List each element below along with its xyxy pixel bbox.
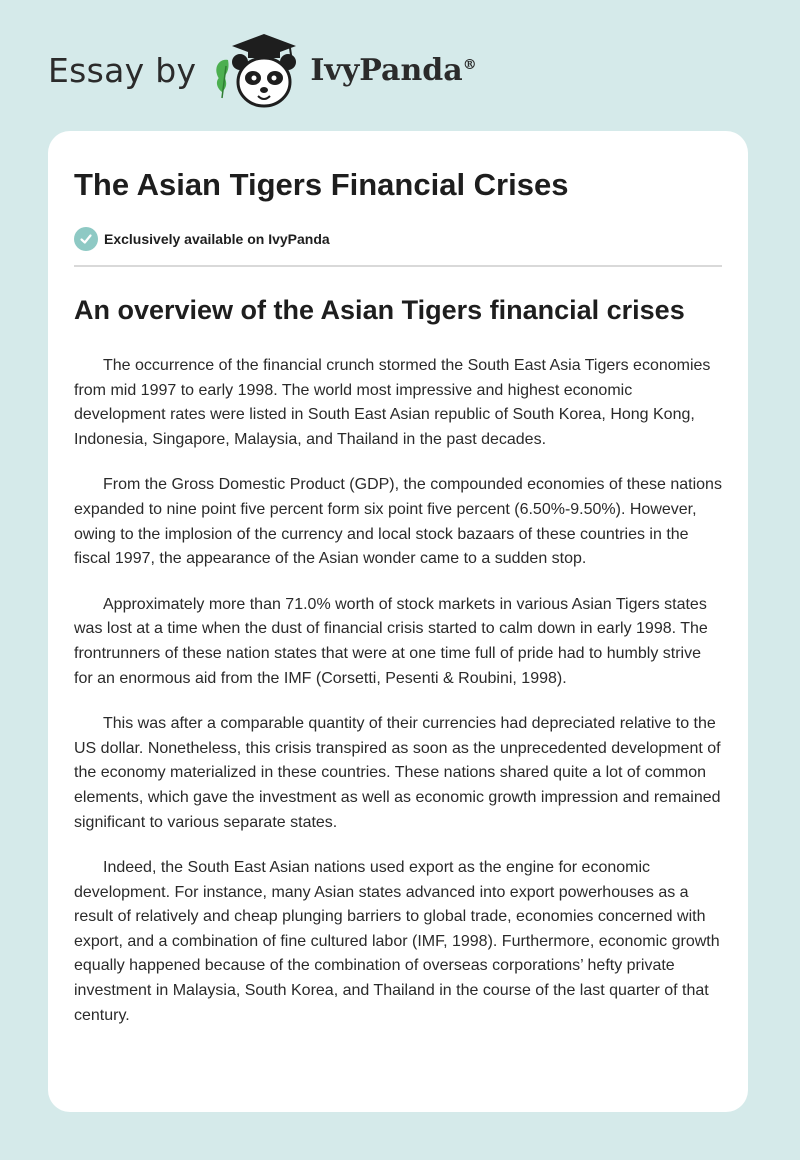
check-circle-icon — [74, 227, 98, 251]
badge-label: Exclusively available on IvyPanda — [104, 231, 330, 247]
brand-name-text: IvyPanda — [310, 52, 463, 88]
essay-card — [48, 131, 748, 1112]
site-logo[interactable] — [48, 30, 477, 110]
logo-prefix: Essay by — [48, 50, 197, 90]
exclusive-badge — [74, 227, 722, 251]
section-heading: An overview of the Asian Tigers financial crises — [74, 295, 685, 325]
panda-graduate-logo-icon — [208, 30, 306, 110]
paragraph: Approximately more than 71.0% worth of stock markets in various Asian Tigers states was lost at a time when the dust of financial crisis started to calm down in early 1998. The frontrunners of these nation states that were at one time full of pride had to humbly strive for an enormous aid from the IMF (Corsetti, Pesenti & Roubini, 1998). — [74, 595, 708, 687]
paragraph: The occurrence of the financial crunch stormed the South East Asia Tigers economies from mid 1997 to early 1998. The world most impressive and highest economic development rates were listed in South East Asian republic of South Korea, Hong Kong, Indonesia, Singapore, Malaysia, and Thailand in the past decades. — [74, 357, 711, 448]
divider — [74, 265, 722, 267]
paragraph: Indeed, the South East Asian nations used export as the engine for economic development. For instance, many Asian states advanced into export powerhouses as a result of relatively and cheap plunging barriers to global trade, economies concerned with export, and a combination of fine cultured labor (IMF, 1998). Furthermore, economic growth equally happened because of the combination of overseas corporations’ hefty private investment in Malaysia, South Korea, and Thailand in the course of the last quarter of that century. — [74, 859, 720, 1024]
brand-name — [310, 53, 476, 88]
page-title: The Asian Tigers Financial Crises — [74, 167, 569, 202]
paragraph: From the Gross Domestic Product (GDP), the compounded economies of these nations expanded to nine point five percent form six point five percent (6.50%-9.50%). However, owing to the implosion of the currency and local stock bazaars of these countries in the fiscal 1997, the appearance of the Asian wonder came to a sudden stop. — [74, 476, 722, 568]
paragraph: This was after a comparable quantity of their currencies had depreciated relative to the US dollar. Nonetheless, this crisis transpired as soon as the unprecedented development of the economy materialized in these countries. These nations shared quite a lot of common elements, which gave the investment as well as economic growth impression and remained significant to various separate states. — [74, 715, 721, 831]
registered-mark: ® — [462, 56, 477, 73]
